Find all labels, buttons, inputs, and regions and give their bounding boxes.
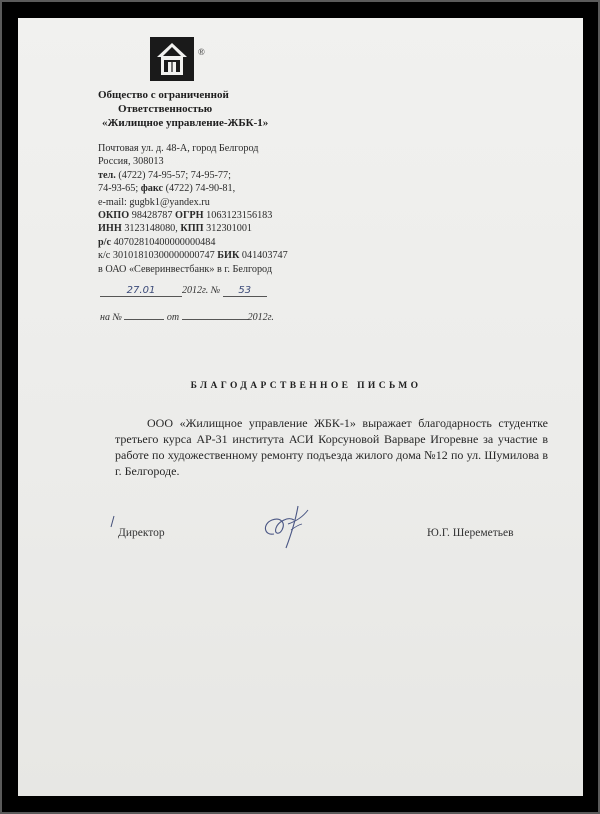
inn-value: 3123148080, xyxy=(121,223,181,235)
bik-label: БИК xyxy=(217,250,240,262)
date-field xyxy=(100,285,182,297)
number-field xyxy=(223,285,267,297)
ogrn-label: ОГРН xyxy=(175,210,204,222)
rs-value: 40702810400000000484 xyxy=(111,236,216,248)
company-logo-icon xyxy=(147,35,197,83)
handwritten-date: 27.01 xyxy=(126,285,156,296)
phone-line xyxy=(98,169,358,182)
registered-mark: ® xyxy=(198,47,205,57)
inn-kpp-line xyxy=(98,222,358,235)
letter-body xyxy=(115,415,548,479)
org-line-1: Общество с ограниченной xyxy=(98,89,229,101)
inn-label: ИНН xyxy=(98,223,122,235)
tel-value: (4722) 74-95-57; 74-95-77; xyxy=(115,169,231,181)
year-number-label: 2012г. № xyxy=(182,285,221,296)
handwritten-number: 53 xyxy=(238,285,252,296)
rs-label: р/с xyxy=(98,236,112,248)
rs-line xyxy=(98,236,358,249)
phone-fax-line xyxy=(98,182,358,195)
organization-name xyxy=(98,88,298,130)
ogrn-value: 1063123156183 xyxy=(203,210,273,222)
okpo-label: ОКПО xyxy=(98,210,130,222)
org-line-3: «Жилищное управление-ЖБК-1» xyxy=(102,117,269,129)
ks-value: к/с 30101810300000000747 xyxy=(98,250,218,262)
letter-page xyxy=(18,18,583,796)
ks-bik-line xyxy=(98,249,358,262)
country-zip: Россия, 308013 xyxy=(98,156,164,168)
ref-date-field xyxy=(182,319,248,320)
tel-cont: 74-93-65; xyxy=(98,183,141,195)
signatory-name: Ю.Г. Шереметьев xyxy=(427,527,514,539)
tel-label: тел. xyxy=(98,169,116,181)
kpp-label: КПП xyxy=(180,223,204,235)
kpp-value: 312301001 xyxy=(203,223,252,235)
outgoing-registration-line xyxy=(100,285,267,297)
pen-mark-icon xyxy=(108,515,118,529)
handwritten-signature-icon xyxy=(258,500,318,552)
bank-line: в ОАО «Северинвестбанк» в г. Белгород xyxy=(98,263,273,275)
fax-label: факс xyxy=(140,183,164,195)
ref-year: 2012г. xyxy=(247,312,274,323)
letter-title: БЛАГОДАРСТВЕННОЕ ПИСЬМО xyxy=(190,381,422,391)
okpo-value: 98428787 xyxy=(129,210,176,222)
contact-block xyxy=(98,142,358,276)
okpo-ogrn-line xyxy=(98,209,358,222)
ref-prefix: на № xyxy=(100,312,122,323)
bik-value: 041403747 xyxy=(239,250,288,262)
reference-line xyxy=(100,312,274,323)
signatory-position: Директор xyxy=(118,527,165,539)
postal-address: Почтовая ул. д. 48-А, город Белгород xyxy=(98,143,259,154)
ref-number-field xyxy=(124,319,164,320)
body-paragraph: ООО «Жилищное управление ЖБК-1» выражает благодарность студентке третьего курса АР-31 института АСИ Корсуновой Варваре Игоревне за участие в работе по художественному ремонту подъезда жилого дома №12 по ул. Шумилова в г. Белгороде. xyxy=(115,416,548,478)
org-line-2: Ответственностью xyxy=(118,103,213,115)
ref-mid: от xyxy=(166,312,180,323)
email-line: e-mail: gugbk1@yandex.ru xyxy=(98,196,210,208)
fax-value: (4722) 74-90-81, xyxy=(163,183,236,195)
